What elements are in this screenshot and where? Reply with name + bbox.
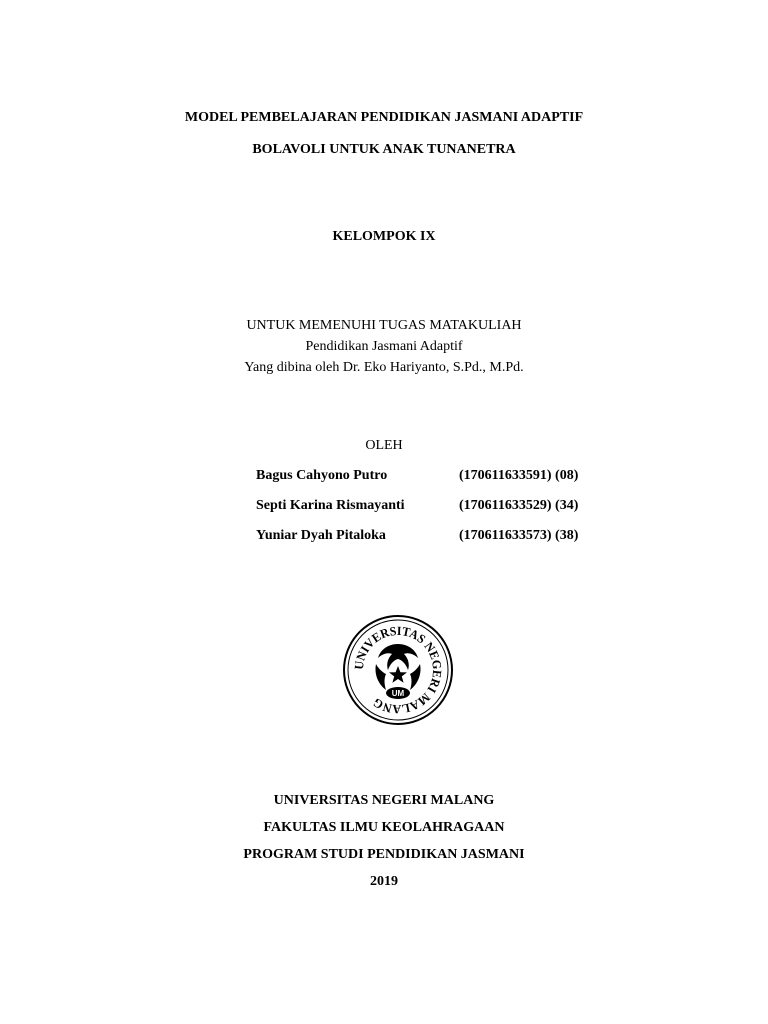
- member-nim: (170611633591) (08): [459, 468, 579, 483]
- member-name: Bagus Cahyono Putro: [256, 468, 388, 483]
- member-nim: (170611633529) (34): [459, 498, 579, 513]
- oleh-label: OLEH: [365, 438, 403, 453]
- institution-faculty: FAKULTAS ILMU KEOLAHRAGAAN: [263, 820, 505, 835]
- university-logo: [342, 614, 454, 726]
- logo-monogram: UM: [391, 689, 405, 698]
- institution-university: UNIVERSITAS NEGERI MALANG: [273, 793, 495, 808]
- logo-text-path: UNIVERSITAS NEGERI MALANG: [351, 623, 445, 717]
- member-name: Yuniar Dyah Pitaloka: [256, 528, 386, 543]
- course-name: Pendidikan Jasmani Adaptif: [305, 339, 463, 354]
- group-label: KELOMPOK IX: [332, 229, 436, 244]
- institution-program: PROGRAM STUDI PENDIDIKAN JASMANI: [243, 847, 525, 862]
- institution-year: 2019: [370, 874, 398, 889]
- member-name: Septi Karina Rismayanti: [256, 498, 405, 513]
- member-row: [256, 528, 596, 548]
- lecturer-line: Yang dibina oleh Dr. Eko Hariyanto, S.Pd., M.Pd.: [244, 360, 524, 375]
- member-row: [256, 468, 596, 488]
- title-line-2: BOLAVOLI UNTUK ANAK TUNANETRA: [252, 142, 516, 157]
- member-nim: (170611633573) (38): [459, 528, 579, 543]
- title-line-1: MODEL PEMBELAJARAN PENDIDIKAN JASMANI ADAPTIF: [184, 110, 584, 125]
- member-row: [256, 498, 596, 518]
- purpose-line-1: UNTUK MEMENUHI TUGAS MATAKULIAH: [246, 318, 522, 333]
